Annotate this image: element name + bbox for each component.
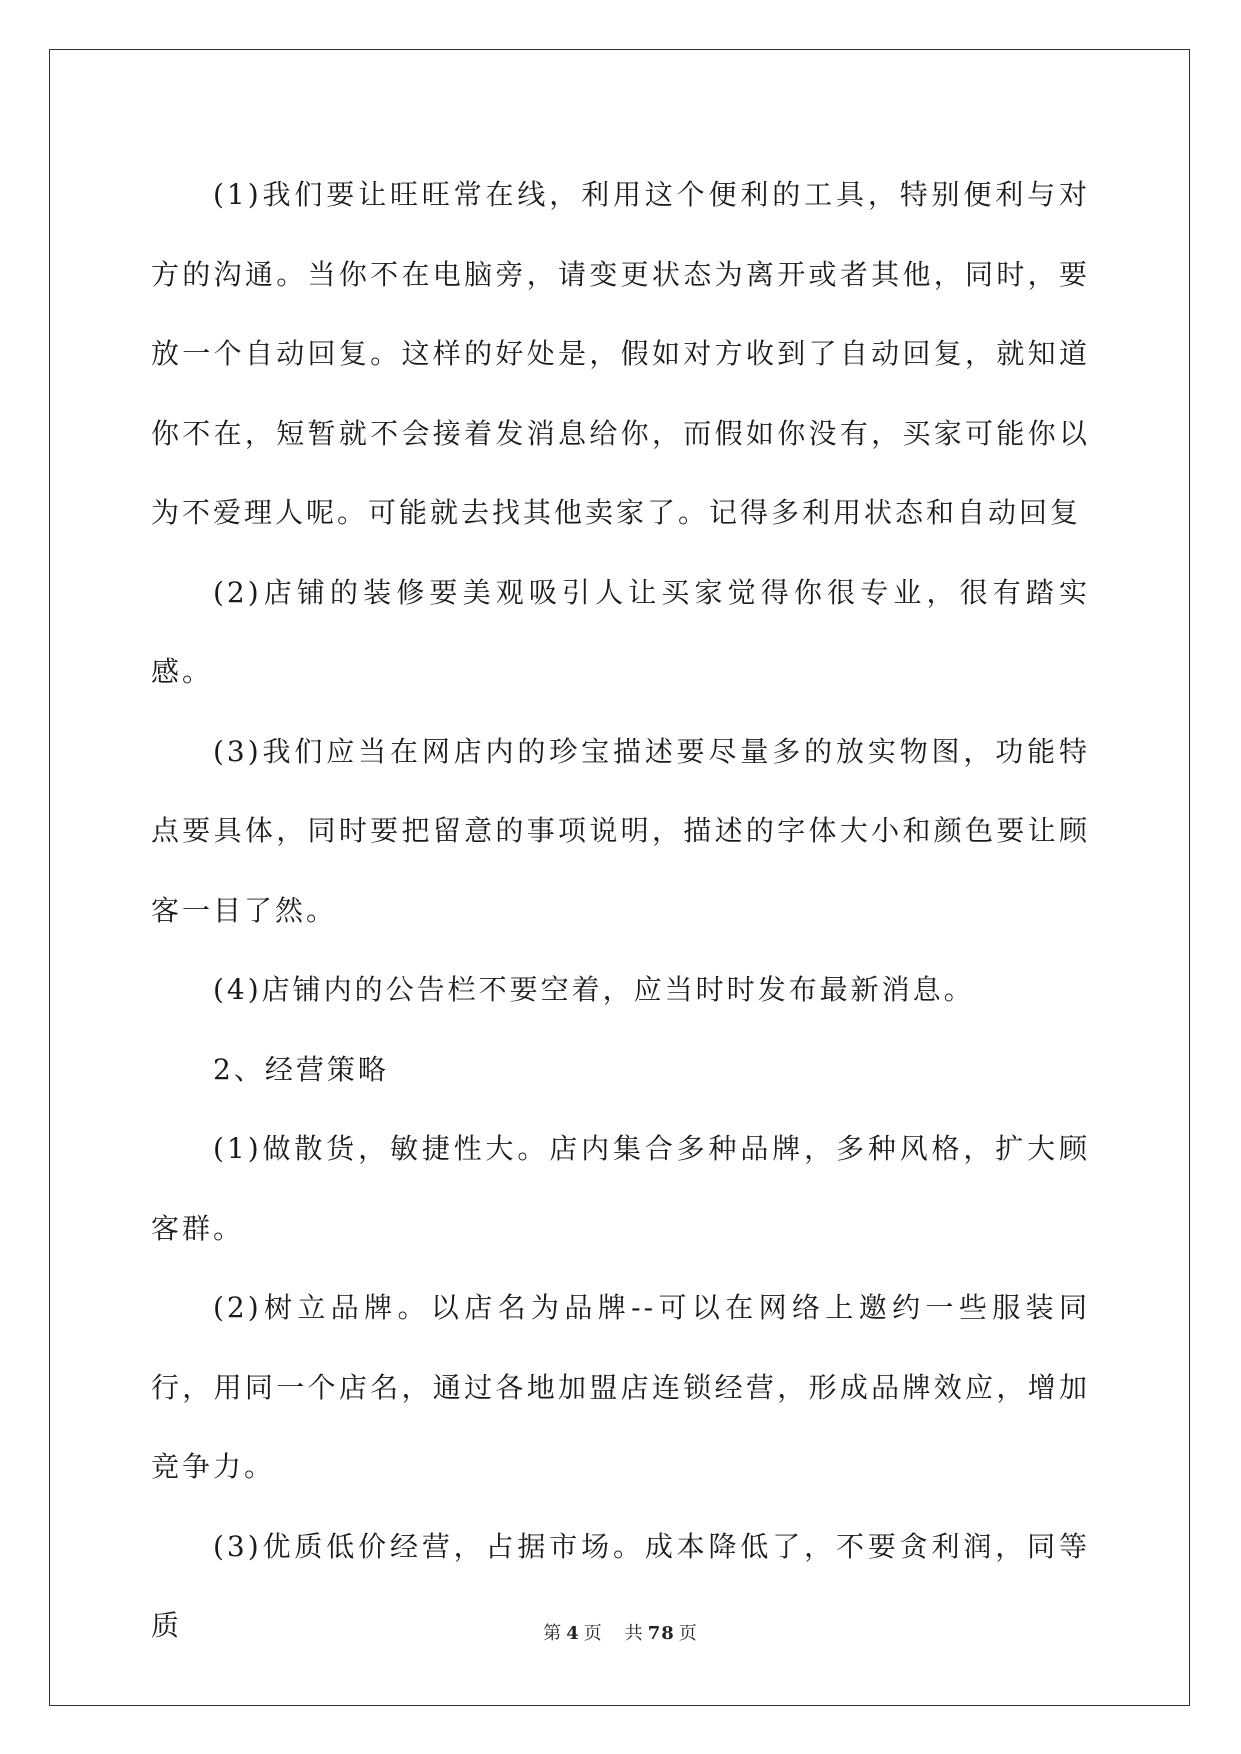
total-pages: 78 bbox=[647, 1623, 675, 1644]
page-prefix: 第 bbox=[543, 1623, 563, 1644]
total-suffix: 页 bbox=[678, 1623, 698, 1644]
page-footer bbox=[0, 1619, 1241, 1645]
paragraph-low-price: (3)优质低价经营，占据市场。成本降低了，不要贪利润，同等质 bbox=[151, 1529, 1090, 1642]
paragraph-shop-decoration: (2)店铺的装修要美观吸引人让买家觉得你很专业，很有踏实感。 bbox=[151, 575, 1090, 688]
section-heading-business-strategy: 2、经营策略 bbox=[213, 1052, 389, 1086]
document-body bbox=[151, 155, 1090, 1666]
page-number: 4 bbox=[566, 1623, 580, 1644]
paragraph-loose-goods: (1)做散货，敏捷性大。店内集合多种品牌，多种风格，扩大顾客群。 bbox=[151, 1132, 1090, 1245]
paragraph-product-description: (3)我们应当在网店内的珍宝描述要尽量多的放实物图，功能特点要具体，同时要把留意的事项说明，描述的字体大小和颜色要让顾客一目了然。 bbox=[151, 734, 1090, 927]
paragraph-build-brand: (2)树立品牌。以店名为品牌--可以在网络上邀约一些服装同行，用同一个店名，通过各地加盟店连锁经营，形成品牌效应，增加竞争力。 bbox=[151, 1291, 1090, 1483]
page-suffix: 页 bbox=[583, 1623, 603, 1644]
paragraph-wangwang-online: (1)我们要让旺旺常在线，利用这个便利的工具，特别便利与对方的沟通。当你不在电脑旁，请变更状态为离开或者其他，同时，要放一个自动回复。这样的好处是，假如对方收到了自动回复，就知道你不在，短暂就不会接着发消息给你，而假如你没有，买家可能你以为不爱理人呢。可能就去找其他卖家了。记得多利用状态和自动回复 bbox=[151, 178, 1090, 529]
paragraph-bulletin-board: (4)店铺内的公告栏不要空着，应当时时发布最新消息。 bbox=[213, 973, 975, 1006]
total-prefix: 共 bbox=[624, 1623, 644, 1644]
